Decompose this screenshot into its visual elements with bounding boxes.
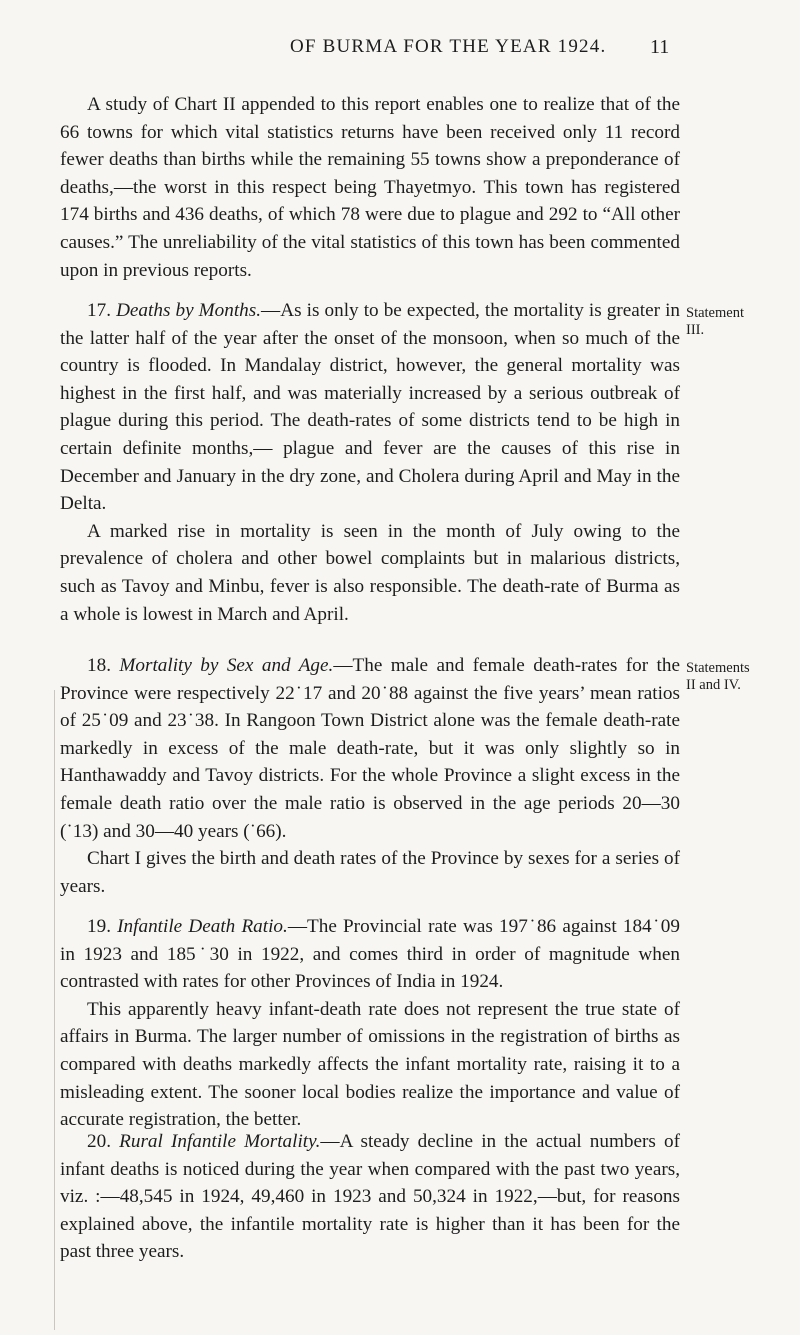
- paragraph-text: —A steady decline in the actual numbers of infant deaths is noticed during the year when compared with the past two years, viz. :—48,545 in 1924, 49,460 in 1923 and 50,324 in 1922,—but, for reasons explained above, the infantile mortality rate is higher than it has been for the past three years.: [60, 1131, 681, 1263]
- section-title: Rural Infantile Mortality.: [119, 1131, 321, 1152]
- binding-edge-shadow: [54, 690, 55, 1330]
- section-number: 18.: [87, 655, 120, 676]
- section-title: Deaths by Months.: [116, 300, 262, 321]
- paragraph: [60, 652, 680, 845]
- running-head: OF BURMA FOR THE YEAR 1924.: [290, 36, 607, 57]
- section-title: Infantile Death Ratio.: [117, 916, 288, 937]
- section-number: 20.: [87, 1131, 120, 1152]
- page-header: [0, 36, 800, 62]
- section-17: [60, 297, 680, 628]
- paragraph: [60, 913, 680, 996]
- paragraph-text: —As is only to be expected, the mortality is greater in the latter half of the year after the onset of the monsoon, when so much of the country is flooded. In Mandalay district, however, the general mortality was highest in the first half, and was materially increased by a serious outbreak of plague during this period. The death-rates of some districts tend to be high in certain definite months,— plague and fever are the causes of this rise in December and January in the dry zone, and Cholera during April and May in the Delta.: [60, 300, 680, 515]
- margin-note-statement-iii: Statement III.: [686, 305, 744, 338]
- paragraph: A study of Chart II appended to this report enables one to realize that of the 66 towns for which vital statistics returns have been received only 11 record fewer deaths than births while the remaining 55 towns show a preponderance of deaths,—the worst in this respect being Thayetmyo. This town has registered 174 births and 436 deaths, of which 78 were due to plague and 292 to “All other causes.” The unreliability of the vital statistics of this town has been commented upon in previous reports.: [60, 94, 680, 281]
- paragraph-text: —The Provincial rate was 197˙86 against 184˙09 in 1923 and 185˙30 in 1922, and comes third in order of magnitude when contrasted with rates for other Provinces of India in 1924.: [60, 916, 680, 993]
- paragraph: [60, 1128, 680, 1266]
- section-number: 17.: [87, 300, 117, 321]
- section-19: [60, 913, 680, 1134]
- paragraph: Chart I gives the birth and death rates of the Province by sexes for a series of years.: [60, 848, 680, 897]
- intro-section: [60, 91, 680, 284]
- section-number: 19.: [87, 916, 118, 937]
- section-20: [60, 1128, 680, 1266]
- section-title: Mortality by Sex and Age.: [119, 655, 334, 676]
- paragraph-text: —The male and female death-rates for the Province were respectively 22˙17 and 20˙88 against the five years’ mean ratios of 25˙09 and 23˙38. In Rangoon Town District alone was the female death-rate markedly in excess of the male death-rate, but it was only slightly so in Hanthawaddy and Tavoy districts. For the whole Province a slight excess in the female death ratio over the male ratio is observed in the age periods 20—30 (˙13) and 30—40 years (˙66).: [60, 655, 681, 842]
- paragraph: A marked rise in mortality is seen in the month of July owing to the prevalence of cholera and other bowel complaints but in malarious districts, such as Tavoy and Minbu, fever is also responsible. The death-rate of Burma as a whole is lowest in March and April.: [60, 520, 680, 625]
- paragraph: This apparently heavy infant-death rate does not represent the true state of affairs in Burma. The larger number of omissions in the registration of births as compared with deaths markedly affects the infant mortality rate, raising it to a misleading extent. The sooner local bodies realize the importance and value of accurate registration, the better.: [60, 998, 680, 1131]
- section-18: [60, 652, 680, 900]
- page-number: 11: [650, 36, 670, 58]
- paragraph: [60, 297, 680, 518]
- margin-note-statements-ii-iv: Statements II and IV.: [686, 660, 750, 693]
